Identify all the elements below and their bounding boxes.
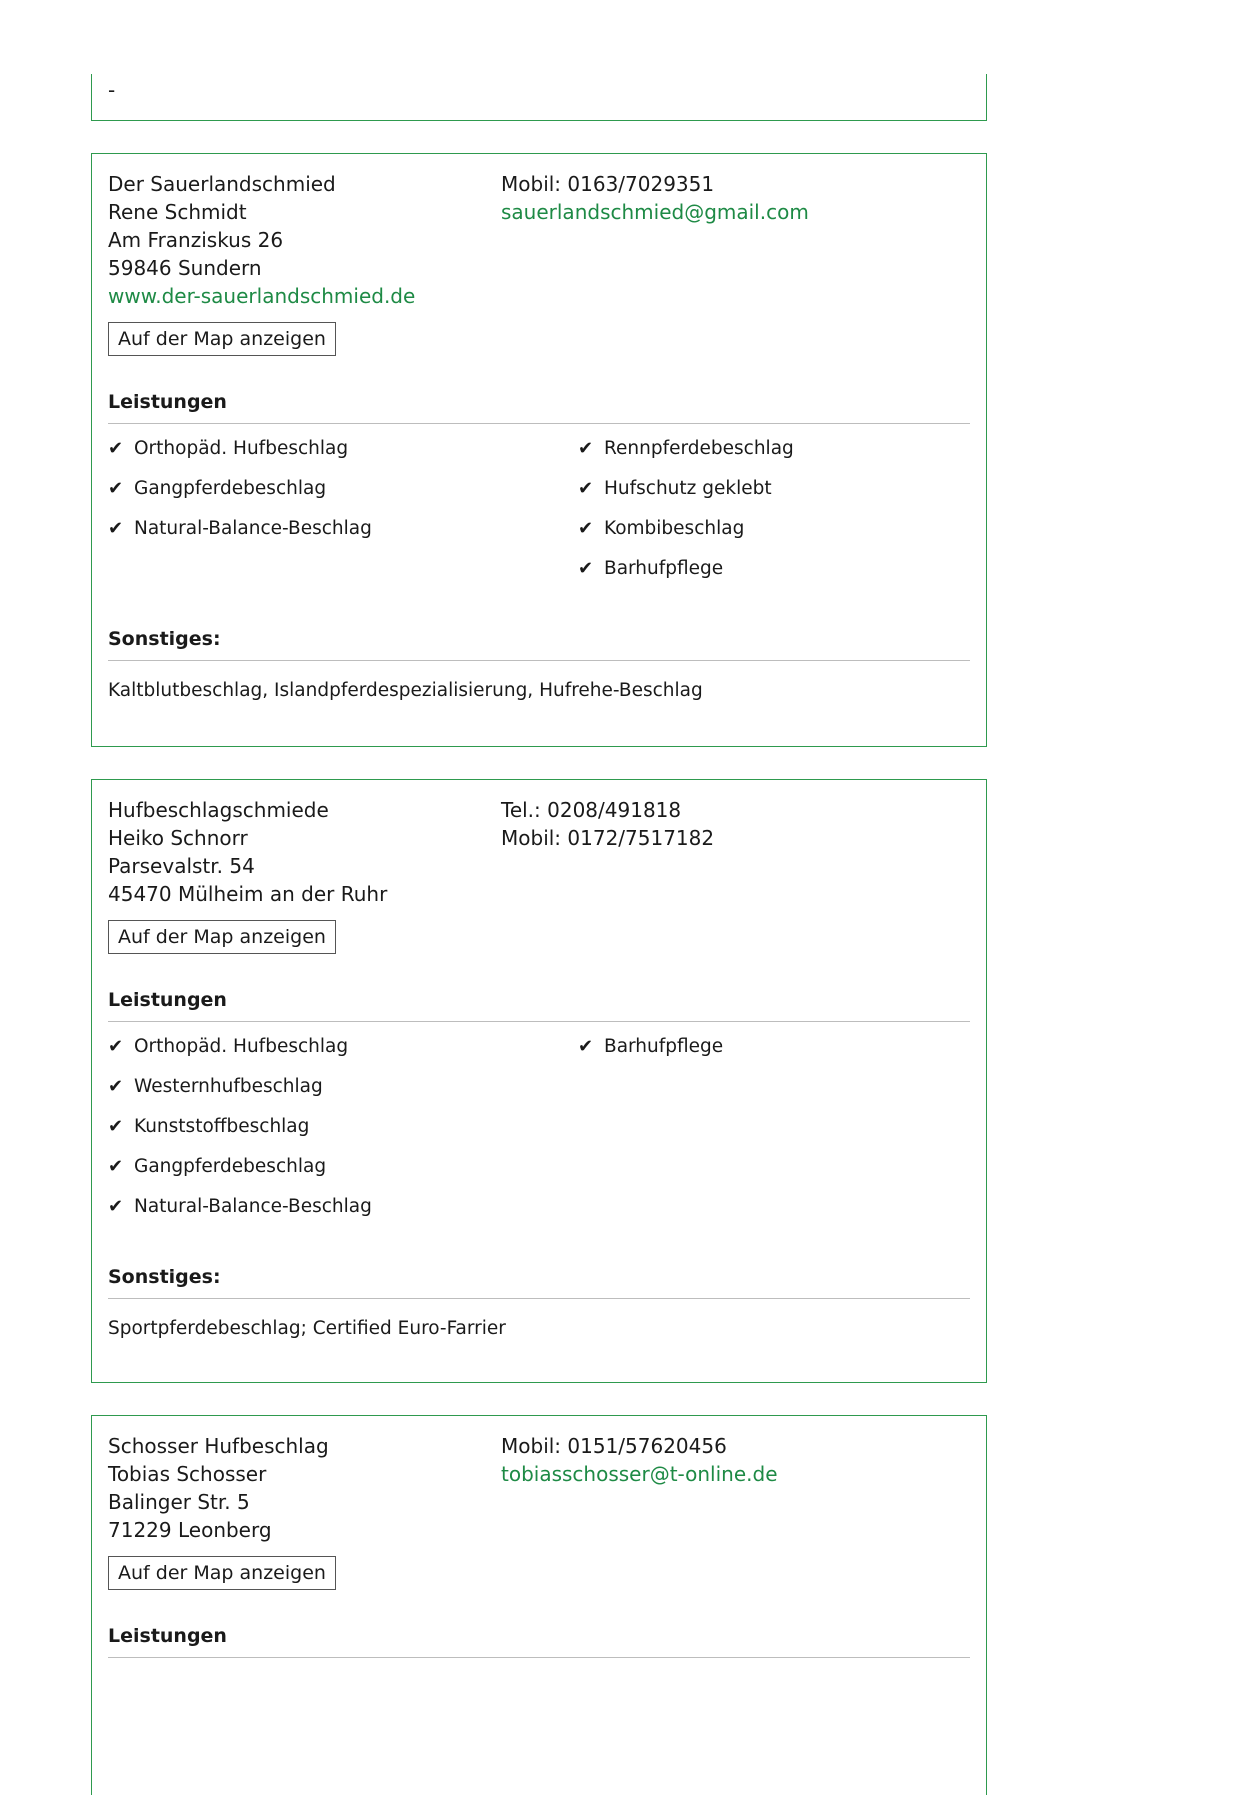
phone-block xyxy=(501,170,809,310)
check-icon: ✔ xyxy=(108,1036,124,1057)
show-on-map-button[interactable]: Auf der Map anzeigen xyxy=(108,920,336,954)
placeholder-dash: - xyxy=(108,78,116,102)
services-left-column xyxy=(108,435,578,595)
street: Balinger Str. 5 xyxy=(108,1490,250,1514)
check-icon: ✔ xyxy=(108,438,124,459)
check-icon: ✔ xyxy=(578,1036,594,1057)
check-icon: ✔ xyxy=(578,438,594,459)
city: 59846 Sundern xyxy=(108,256,262,280)
city: 45470 Mülheim an der Ruhr xyxy=(108,882,388,906)
phone-block xyxy=(501,1432,778,1544)
entry-card xyxy=(91,153,987,747)
service-item: ✔ Barhufpflege xyxy=(578,555,968,595)
services-right-column xyxy=(578,1033,968,1233)
check-icon: ✔ xyxy=(108,1156,124,1177)
services-right-column xyxy=(578,435,968,595)
person-name: Rene Schmidt xyxy=(108,200,247,224)
services-left-column xyxy=(108,1033,578,1233)
person-name: Heiko Schnorr xyxy=(108,826,248,850)
sonstiges-heading: Sonstiges: xyxy=(108,627,970,661)
show-on-map-button[interactable]: Auf der Map anzeigen xyxy=(108,322,336,356)
service-item: ✔ Hufschutz geklebt xyxy=(578,475,968,515)
service-item: ✔ Kunststoffbeschlag xyxy=(108,1113,578,1153)
leistungen-heading: Leistungen xyxy=(108,988,970,1022)
website-link[interactable]: www.der-sauerlandschmied.de xyxy=(108,284,416,308)
service-item: ✔ Natural-Balance-Beschlag xyxy=(108,1193,578,1233)
address-block xyxy=(108,796,501,908)
city: 71229 Leonberg xyxy=(108,1518,272,1542)
check-icon: ✔ xyxy=(578,518,594,539)
entry-card-partial xyxy=(91,74,987,121)
company-name: Schosser Hufbeschlag xyxy=(108,1434,329,1458)
company-name: Der Sauerlandschmied xyxy=(108,172,336,196)
service-item: ✔ Westernhufbeschlag xyxy=(108,1073,578,1113)
sonstiges-heading: Sonstiges: xyxy=(108,1265,970,1299)
check-icon: ✔ xyxy=(578,478,594,499)
check-icon: ✔ xyxy=(108,478,124,499)
street: Parsevalstr. 54 xyxy=(108,854,255,878)
entry-card xyxy=(91,1415,987,1795)
address-block xyxy=(108,1432,501,1544)
show-on-map-button[interactable]: Auf der Map anzeigen xyxy=(108,1556,336,1590)
check-icon: ✔ xyxy=(108,1076,124,1097)
contact-block xyxy=(108,796,970,908)
check-icon: ✔ xyxy=(578,558,594,579)
email-link[interactable]: sauerlandschmied@gmail.com xyxy=(501,200,809,224)
email-link[interactable]: tobiasschosser@t-online.de xyxy=(501,1462,778,1486)
phone-mobile: Mobil: 0151/57620456 xyxy=(501,1434,727,1458)
address-block xyxy=(108,170,501,310)
check-icon: ✔ xyxy=(108,518,124,539)
entry-card xyxy=(91,779,987,1383)
contact-block xyxy=(108,170,970,310)
service-item: ✔ Natural-Balance-Beschlag xyxy=(108,515,578,555)
service-item: ✔ Gangpferdebeschlag xyxy=(108,475,578,515)
sonstiges-text: Kaltblutbeschlag, Islandpferdespezialisierung, Hufrehe-Beschlag xyxy=(108,680,703,701)
service-item: ✔ Barhufpflege xyxy=(578,1033,968,1073)
check-icon: ✔ xyxy=(108,1116,124,1137)
leistungen-heading: Leistungen xyxy=(108,390,970,424)
sonstiges-text: Sportpferdebeschlag; Certified Euro-Farrier xyxy=(108,1318,506,1339)
phone-mobile: Mobil: 0172/7517182 xyxy=(501,826,715,850)
leistungen-heading: Leistungen xyxy=(108,1624,970,1658)
service-item: ✔ Orthopäd. Hufbeschlag xyxy=(108,435,578,475)
phone-block xyxy=(501,796,714,908)
contact-block xyxy=(108,1432,970,1544)
person-name: Tobias Schosser xyxy=(108,1462,267,1486)
phone-mobile: Mobil: 0163/7029351 xyxy=(501,172,715,196)
phone-landline: Tel.: 0208/491818 xyxy=(501,798,682,822)
service-item: ✔ Orthopäd. Hufbeschlag xyxy=(108,1033,578,1073)
company-name: Hufbeschlagschmiede xyxy=(108,798,329,822)
services-list xyxy=(108,435,970,595)
service-item: ✔ Kombibeschlag xyxy=(578,515,968,555)
street: Am Franziskus 26 xyxy=(108,228,284,252)
services-list xyxy=(108,1033,970,1233)
service-item: ✔ Gangpferdebeschlag xyxy=(108,1153,578,1193)
check-icon: ✔ xyxy=(108,1196,124,1217)
service-item: ✔ Rennpferdebeschlag xyxy=(578,435,968,475)
